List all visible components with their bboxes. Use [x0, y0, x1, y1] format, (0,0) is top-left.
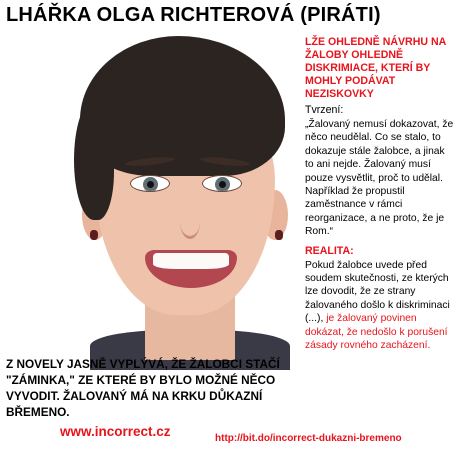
eye-right [202, 175, 242, 192]
claim-label: Tvrzení: [305, 104, 344, 116]
reality-text [305, 259, 455, 353]
claim-quote: „Žalovaný nemusí dokazovat, že něco neudělal. Co se stalo, to dokazuje stále žalobce, a jinak to ani nejde. Žalovaný musí pouze vysvětlit, proč to udělal. Například že propustil zaměstnance v rámci reorganizace, a ne proto, že je Rom.“ [305, 119, 454, 238]
earring-right [275, 230, 283, 240]
reality-text-red: je žalovaný povinen dokázat, že nedošlo k porušení zásady rovného zacházení. [305, 313, 448, 352]
eye-left [130, 175, 170, 192]
source-url-link[interactable]: http://bit.do/incorrect-dukazni-bremeno [215, 433, 402, 444]
earring-left [90, 230, 98, 240]
portrait-nose [180, 205, 200, 239]
site-link[interactable]: www.incorrect.cz [60, 424, 171, 439]
claim-heading: LŽE OHLEDNĚ NÁVRHU NA ŽALOBY OHLEDNĚ DISKRIMIACE, KTERÍ BY MOHLY PODÁVAT NEZISKOVKY [305, 36, 446, 100]
reality-label: REALITA: [305, 244, 354, 257]
page-title: LHÁŘKA OLGA RICHTEROVÁ (PIRÁTI) [6, 4, 381, 26]
bottom-caption: Z NOVELY JASNĚ VYPLÝVÁ, ŽE ŽALOBCI STAČÍ "ZÁMINKA," ZE KTERÉ BY BYLO MOŽNÉ NĚCO VYVODIT. ŽALOVANÝ MÁ NA KRKU DŮKAZNÍ BŘEMENO. [6, 357, 280, 419]
portrait-photo [40, 30, 320, 360]
portrait-hair [80, 36, 285, 176]
reality-text-black: Pokud žalobce uvede před soudem skutečnosti, ze kterých lze dovodit, že ze strany žalovaného došlo k diskriminaci (...), [305, 259, 450, 325]
fact-check-panel [305, 36, 455, 353]
